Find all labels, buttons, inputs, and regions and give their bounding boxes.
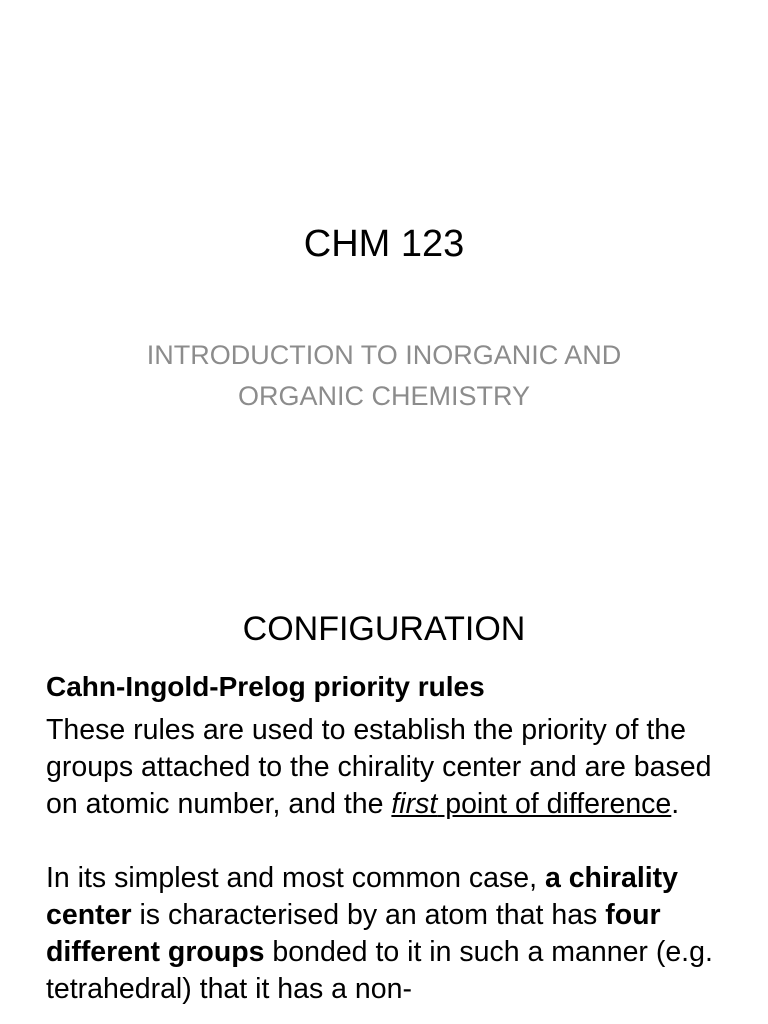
slide-title: CHM 123: [303, 223, 465, 265]
subtitle-line-2: ORGANIC CHEMISTRY: [237, 381, 531, 411]
paragraph-chirality-mid2: bonded to it in such a manner (e.g. tetrahedral) that it has a non-: [46, 936, 713, 1005]
slide-body: [46, 668, 736, 1008]
paragraph-chirality-intro: In its simplest and most common case,: [46, 862, 545, 894]
paragraph-chirality: [46, 860, 736, 1008]
paragraph-rules-end: .: [671, 788, 680, 820]
paragraph-rules: [46, 712, 736, 823]
paragraph-chirality-mid1: is characterised by an atom that has: [131, 899, 606, 931]
point-of-difference-text: point of difference: [437, 788, 672, 820]
four-different-groups-term: four different groups: [46, 899, 661, 968]
first-point-of-difference: [391, 788, 671, 820]
paragraph-rules-text: These rules are used to establish the priority of the groups attached to the chirality center and are based on atomic number, and the: [46, 714, 712, 820]
subtitle-line-1: INTRODUCTION TO INORGANIC AND: [146, 340, 622, 370]
slide-subtitle: [84, 335, 684, 417]
chirality-center-term: a chirality center: [46, 862, 679, 931]
section-heading: CONFIGURATION: [242, 610, 526, 648]
first-emphasis: first: [391, 788, 438, 820]
rule-heading: Cahn-Ingold-Prelog priority rules: [46, 671, 485, 702]
